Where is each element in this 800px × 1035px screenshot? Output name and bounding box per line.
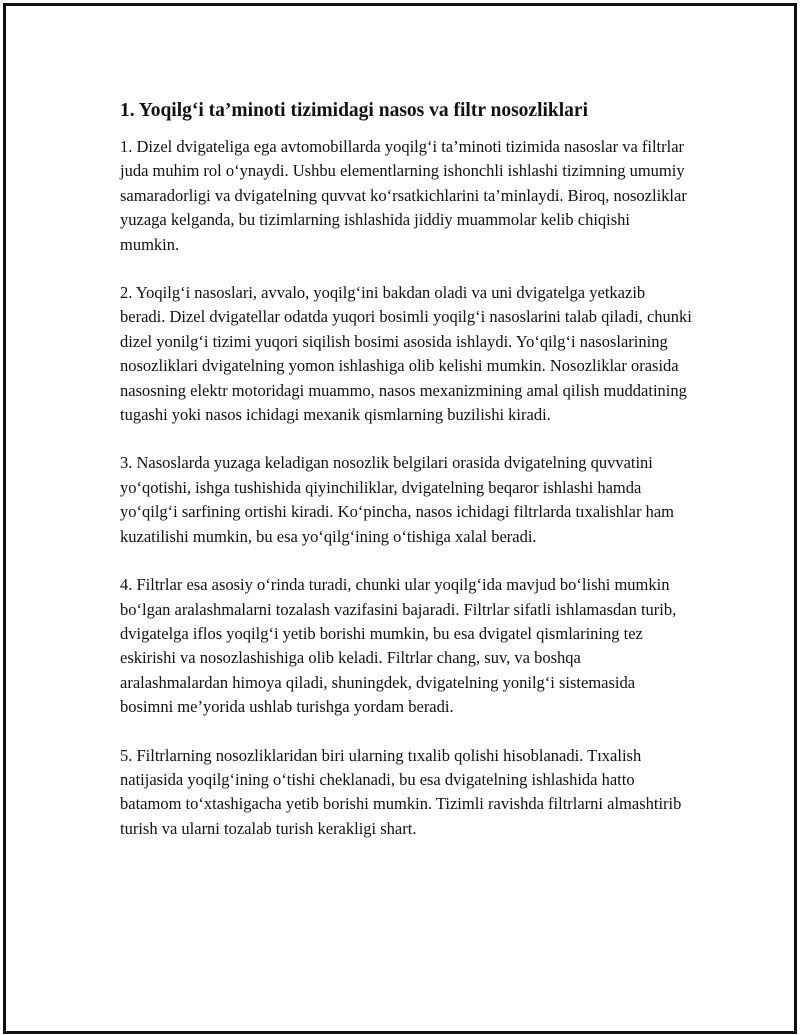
page-frame	[3, 3, 797, 1034]
paragraph-2: 2. Yoqilg‘i nasoslari, avvalo, yoqilg‘ini bakdan oladi va uni dvigatelga yetkazib beradi. Dizel dvigatellar odatda yuqori bosimli yoqilg‘i nasoslarini talab qiladi, chunki dizel yonilg‘i tizimi yuqori siqilish bosimi asosida ishlaydi. Yo‘qilg‘i nasoslarining nosozliklari dvigatelning yomon ishlashiga olib kelishi mumkin. Nosozliklar orasida nasosning elektr motoridagi muammo, nasos mexanizmining amal qilish muddatining tugashi yoki nasos ichidagi mexanik qismlarning buzilishi kiradi.	[120, 283, 692, 425]
paragraph-3: 3. Nasoslarda yuzaga keladigan nosozlik belgilari orasida dvigatelning quvvatini yo‘qotishi, ishga tushishida qiyinchiliklar, dvigatelning beqaror ishlashi hamda yo‘qilg‘i sarfining ortishi kiradi. Ko‘pincha, nasos ichidagi filtrlarda tıxalishlar ham kuzatilishi mumkin, bu esa yo‘qilg‘ining o‘tishiga xalal beradi.	[120, 453, 674, 546]
paragraph-1: 1. Dizel dvigateliga ega avtomobillarda yoqilg‘i ta’minoti tizimida nasoslar va filtrlar juda muhim rol o‘ynaydi. Ushbu elementlarning ishonchli ishlashi tizimning umumiy samaradorligi va dvigatelning quvvat ko‘rsatkichlarini ta’minlaydi. Biroq, nosozliklar yuzaga kelganda, bu tizimlarning ishlashida jiddiy muammolar kelib chiqishi mumkin.	[120, 137, 687, 254]
paragraph-5: 5. Filtrlarning nosozliklaridan biri ularning tıxalib qolishi hisoblanadi. Tıxalish natijasida yoqilg‘ining o‘tishi cheklanadi, bu esa dvigatelning ishlashida hatto batamom to‘xtashigacha yetib borishi mumkin. Tizimli ravishda filtrlarni almashtirib turish va ularni tozalab turish kerakligi shart.	[120, 745, 682, 838]
document-body	[120, 98, 692, 865]
document-title: 1. Yoqilg‘i ta’minoti tizimidagi nasos va filtr nosozliklari	[120, 100, 589, 121]
paragraph-4: 4. Filtrlar esa asosiy o‘rinda turadi, chunki ular yoqilg‘ida mavjud bo‘lishi mumkin bo‘lgan aralashmalarni tozalash vazifasini bajaradi. Filtrlar sifatli ishlamasdan turib, dvigatelga iflos yoqilg‘i yetib borishi mumkin, bu esa dvigatel qismlarining tez eskirishi va nosozlashishiga olib keladi. Filtrlar chang, suv, va boshqa aralashmalardan himoya qiladi, shuningdek, dvigatelning yonilg‘i sistemasida bosimni me’yorida ushlab turishga yordam beradi.	[120, 575, 677, 717]
